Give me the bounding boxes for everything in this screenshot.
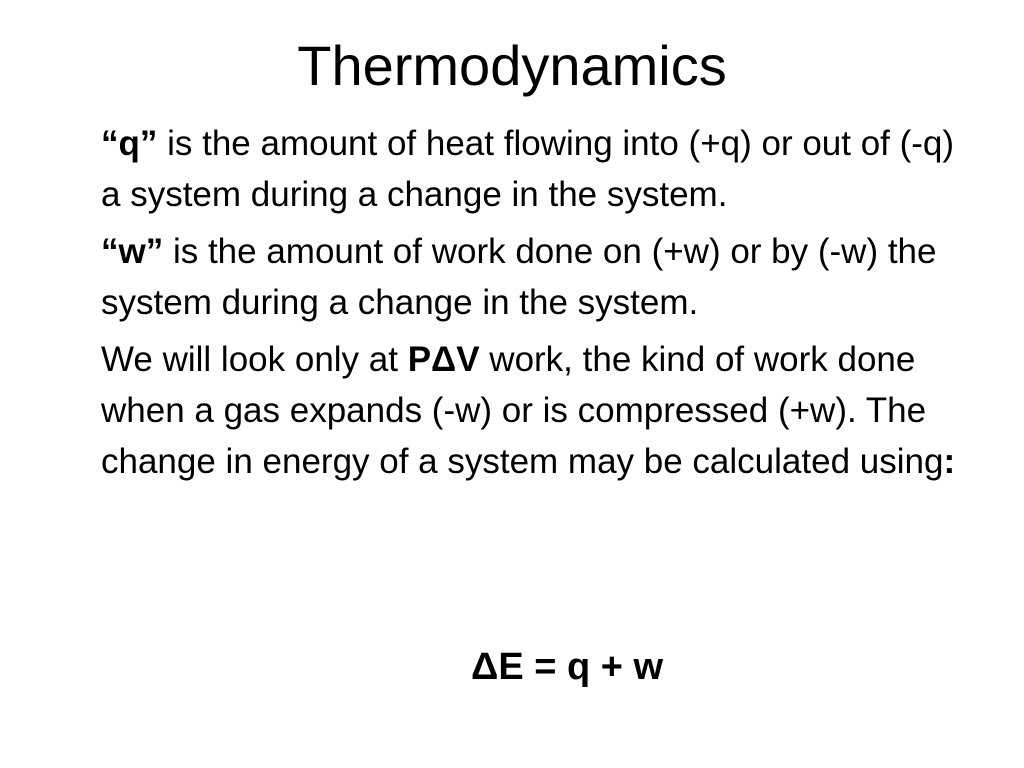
colon-mark: :: [943, 442, 956, 481]
paragraph-w-definition: [101, 226, 981, 328]
w-definition-text: is the amount of work done on (+w) or by (-w) the system during a change in the system.: [101, 232, 937, 322]
slide-title: Thermodynamics: [297, 34, 727, 97]
pdv-term: PΔV: [407, 340, 480, 379]
pdv-intro-text: We will look only at: [101, 340, 408, 379]
paragraph-pdv-work: [101, 334, 981, 487]
slide-body: [101, 118, 981, 493]
q-definition-text: is the amount of heat flowing into (+q) or out of (-q) a system during a change in the system.: [101, 124, 955, 214]
w-term: “w”: [101, 232, 164, 271]
energy-formula: ΔE = q + w: [471, 646, 664, 688]
q-term: “q”: [101, 124, 158, 163]
paragraph-q-definition: [101, 118, 981, 220]
pdv-explanation-text: work, the kind of work done when a gas expands (-w) or is compressed (+w). The change in energy of a system may be calculated using: [101, 340, 944, 481]
